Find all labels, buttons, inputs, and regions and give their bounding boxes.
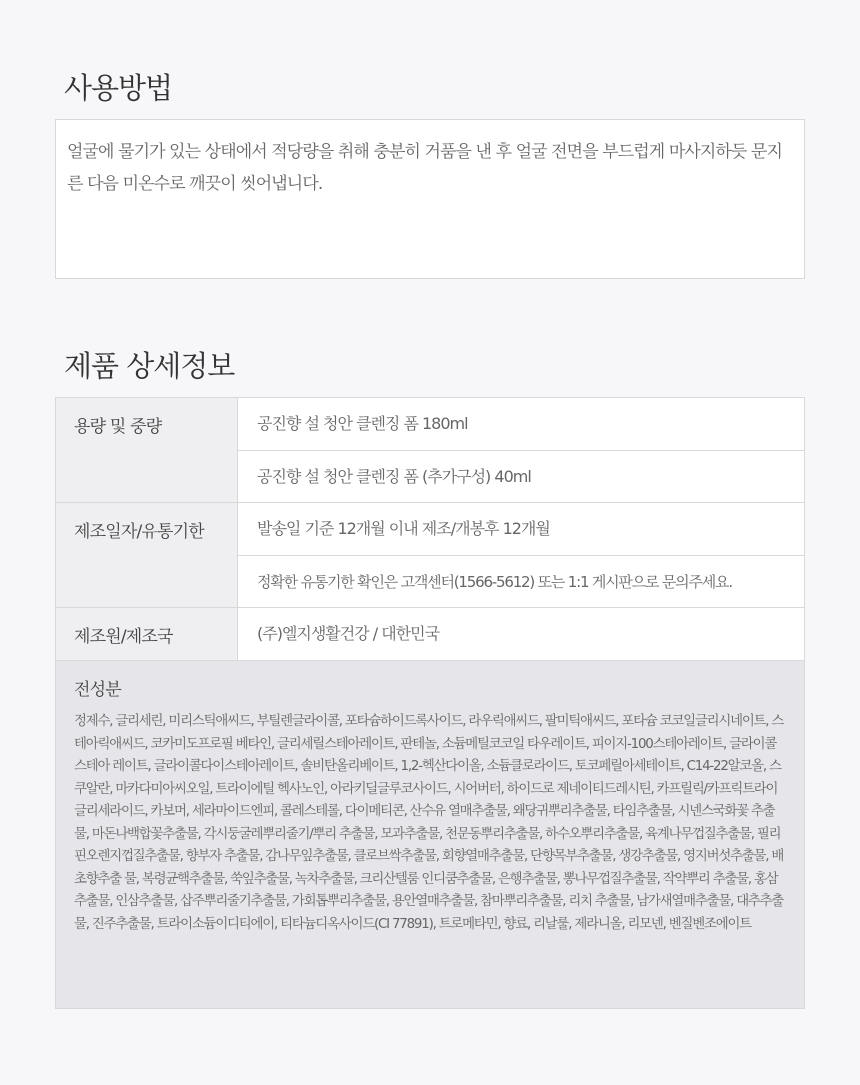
detail-row-volume [56,398,804,503]
detail-row-expiry [56,503,804,608]
row-values [238,608,804,660]
row-values [238,398,804,502]
row-value: 공진향 설 청안 클렌징 폼 180ml [257,414,468,433]
detail-title: 제품 상세정보 [64,349,235,383]
row-value: 정확한 유통기한 확인은 고객센터(1566-5612) 또는 1:1 게시판으로 문의주세요. [238,555,804,607]
detail-table [55,397,805,1009]
ingredients-panel [56,661,804,1008]
detail-row-manufacturer [56,608,804,661]
row-value: (주)엘지생활건강 / 대한민국 [257,624,440,643]
row-value: 공진향 설 청안 클렌징 폼 (추가구성) 40ml [238,450,804,502]
row-label: 제조일자/유통기한 [56,503,238,607]
row-label: 제조원/제조국 [56,608,238,660]
ingredients-text: 정제수, 글리세린, 미리스틱애씨드, 부틸렌글라이콜, 포타슘하이드록사이드, 라우릭애씨드, 팔미틱애씨드, 포타슘 코코일글리시네이트, 스테아릭애씨드, 코카미도프로필 베타인, 글리세릴스테아레이트, 판테놀, 소듐메틸코코일 타우레이트, 피이지-100스테아레이트, 글라이콜스테아 레이트, 글라이콜다이스테아레이트, 솔비탄올리베이트, 1,2-헥산다이올, 소듐클로라이드, 토코페릴아세테이트, C14-22알코올, 스쿠알란, 마카다미아씨오일, 트라이에틸 헥사노인, 아라키딜글루코사이드, 시어버터, 하이드로 제네이티드레시틴, 카프릴릭/카프릭트라이글리세라이드, 카보머, 세라마이드엔피, 콜레스테롤, 다이메티콘, 산수유 열매추출물, 왜당귀뿌리추출물, 타임추출물, 시넨스국화꽃 추출물, 마돈나백합꽃추출물, 각시둥굴레뿌리줄기/뿌리 추출물, 모과추출물, 천문동뿌리추출물, 하수오뿌리추출물, 육계나무껍질추출물, 필리핀오렌지껍질추출물, 향부자 추출물, 감나무잎추출물, 클로브싹추출물, 회향열매추출물, 단향목부추출물, 생강추출물, 영지버섯추출물, 배초향추출 물, 복령균핵추출물, 쑥잎추출물, 녹차추출물, 크리산텔룸 인디쿰추출물, 은행추출물, 뽕나무껍질추출물, 작약뿌리 추출물, 홍삼추출물, 인삼추출물, 삽주뿌리줄기추출물, 가회톱뿌리추출물, 용안열매추출물, 참마뿌리추출물, 리치 추출물, 남가새열매추출물, 대추추출물, 진주추출물, 트라이소듐이디티에이, 티타늄디옥사이드(CI 77891), 트로메타민, 향료, 리날룰, 제라니올, 리모넨, 벤질벤조에이트 [74,714,784,932]
row-label: 용량 및 중량 [56,398,238,502]
ingredients-title: 전성분 [74,680,121,700]
usage-title: 사용방법 [64,71,173,105]
row-value: 발송일 기준 12개월 이내 제조/개봉후 12개월 [257,519,550,538]
usage-box [55,119,805,279]
row-values [238,503,804,607]
usage-text: 얼굴에 물기가 있는 상태에서 적당량을 취해 충분히 거품을 낸 후 얼굴 전면을 부드럽게 마사지하듯 문지른 다음 미온수로 깨끗이 씻어냅니다. [67,142,782,194]
